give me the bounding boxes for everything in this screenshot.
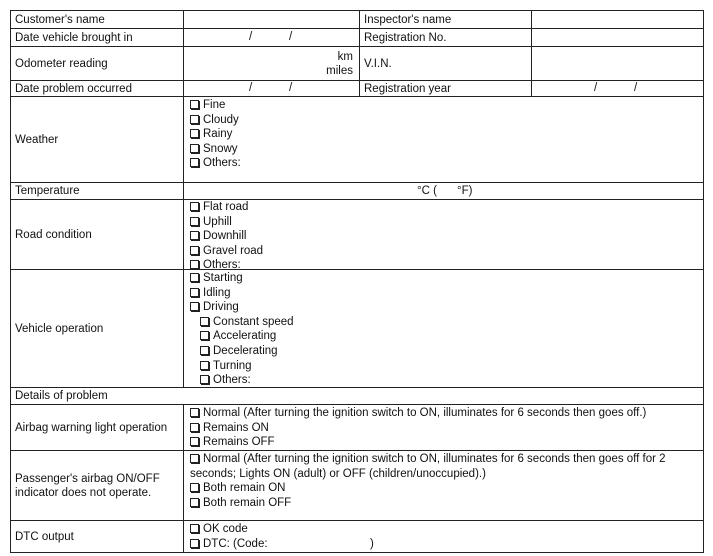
airbag-option-normal[interactable] — [190, 406, 646, 421]
option-label: Snowy — [203, 142, 238, 155]
checkbox-icon[interactable] — [190, 217, 199, 226]
weather-option-rainy[interactable] — [190, 127, 232, 142]
option-label: Normal (After turning the ignition switch to ON, illuminates for 6 seconds then goes off for 2 — [203, 453, 666, 465]
option-label: DTC: (Code: — [203, 537, 268, 550]
operation-option-constant-speed[interactable] — [200, 315, 294, 330]
checkbox-icon[interactable] — [190, 524, 199, 533]
checkbox-icon[interactable] — [190, 454, 199, 463]
problem-inquiry-form — [10, 10, 704, 550]
option-label: Normal (After turning the ignition switch to ON, illuminates for 6 seconds then goes off.) — [203, 407, 647, 419]
option-label: Fine — [203, 99, 226, 111]
dtc-option-code[interactable] — [190, 537, 268, 552]
road-option-flat[interactable] — [190, 200, 248, 215]
row-temperature — [10, 183, 704, 200]
option-label: Both remain ON — [203, 482, 286, 495]
road-option-downhill[interactable] — [190, 229, 246, 244]
row-date-problem — [10, 81, 704, 97]
date-brought-in-field[interactable] — [183, 29, 359, 46]
dtc-output-label-cell — [11, 521, 183, 552]
registration-no-label-cell — [359, 29, 531, 46]
inspector-name-field[interactable] — [531, 11, 703, 28]
row-customer-name — [10, 10, 704, 29]
option-label: Remains ON — [203, 421, 269, 434]
checkbox-icon[interactable] — [200, 375, 209, 384]
vehicle-operation-label: Vehicle operation — [15, 322, 104, 335]
date-problem-label-cell — [11, 81, 183, 96]
passenger-airbag-label-cell — [11, 451, 183, 520]
odometer-label-cell — [11, 47, 183, 80]
row-date-brought-in — [10, 29, 704, 47]
road-condition-label-cell — [11, 200, 183, 269]
passenger-option-normal-continued: seconds; Lights ON (adult) or OFF (children/unoccupied).) — [190, 467, 486, 480]
temperature-label-cell — [11, 183, 183, 199]
passenger-option-both-off[interactable] — [190, 496, 291, 511]
airbag-option-remains-on[interactable] — [190, 421, 269, 436]
option-label: Others: — [213, 374, 251, 387]
operation-option-decelerating[interactable] — [200, 344, 278, 359]
celsius-unit: °C ( — [417, 185, 437, 197]
weather-label-cell — [11, 97, 183, 182]
vehicle-operation-label-cell — [11, 270, 183, 387]
row-road-condition — [10, 200, 704, 270]
checkbox-icon[interactable] — [190, 115, 199, 124]
registration-year-label: Registration year — [364, 82, 451, 95]
date-brought-in-label-cell — [11, 29, 183, 46]
option-label: Driving — [203, 301, 239, 314]
option-label: Uphill — [203, 215, 232, 228]
registration-year-field[interactable] — [531, 81, 703, 96]
checkbox-icon[interactable] — [190, 408, 199, 417]
checkbox-icon[interactable] — [190, 129, 199, 138]
checkbox-icon[interactable] — [190, 246, 199, 255]
operation-option-starting[interactable] — [190, 271, 243, 286]
road-condition-options — [183, 200, 703, 272]
weather-label: Weather — [15, 133, 59, 146]
row-dtc-output — [10, 521, 704, 553]
registration-year-label-cell — [359, 81, 531, 96]
checkbox-icon[interactable] — [200, 331, 209, 340]
option-label: Others: — [203, 259, 241, 272]
option-label: Both remain OFF — [203, 496, 292, 509]
date-problem-label: Date problem occurred — [15, 82, 132, 95]
odometer-label: Odometer reading — [15, 57, 108, 70]
checkbox-icon[interactable] — [190, 498, 199, 507]
checkbox-icon[interactable] — [190, 100, 199, 109]
option-label: Rainy — [203, 128, 233, 141]
option-label: Flat road — [203, 201, 249, 213]
registration-no-label: Registration No. — [364, 31, 447, 44]
temperature-label: Temperature — [15, 185, 80, 197]
weather-option-snowy[interactable] — [190, 142, 238, 157]
airbag-warning-label: Airbag warning light operation — [15, 421, 168, 434]
date-separator: / — [594, 82, 598, 94]
road-option-uphill[interactable] — [190, 215, 232, 230]
passenger-airbag-label — [15, 472, 160, 500]
customer-name-field[interactable] — [183, 11, 359, 28]
checkbox-icon[interactable] — [190, 144, 199, 153]
option-label: Downhill — [203, 230, 247, 243]
passenger-airbag-label-line2: indicator does not operate. — [15, 487, 152, 499]
details-of-problem-label: Details of problem — [15, 390, 108, 402]
checkbox-icon[interactable] — [190, 273, 199, 282]
weather-option-cloudy[interactable] — [190, 113, 239, 128]
weather-option-fine[interactable] — [190, 98, 225, 113]
row-airbag-warning — [10, 405, 704, 451]
row-passenger-airbag — [10, 451, 704, 521]
option-label: Constant speed — [213, 315, 294, 328]
passenger-option-both-on[interactable] — [190, 481, 285, 496]
airbag-warning-options — [183, 405, 703, 450]
option-label: Cloudy — [203, 113, 239, 126]
date-separator: / — [634, 82, 638, 94]
registration-no-field[interactable] — [531, 29, 703, 46]
checkbox-icon[interactable] — [190, 302, 199, 311]
inspector-name-label-cell — [359, 11, 531, 28]
vin-label-cell — [359, 47, 531, 80]
details-of-problem-cell — [11, 388, 703, 404]
operation-option-others[interactable] — [200, 373, 251, 388]
temperature-field[interactable] — [183, 183, 703, 199]
option-label: OK code — [203, 523, 248, 535]
customer-name-label-cell — [11, 11, 183, 28]
date-separator: / — [289, 82, 293, 94]
option-label: Remains OFF — [203, 436, 275, 449]
checkbox-icon[interactable] — [190, 260, 199, 269]
vin-field[interactable] — [531, 47, 703, 80]
checkbox-icon[interactable] — [200, 317, 209, 326]
operation-option-turning[interactable] — [200, 359, 252, 374]
date-separator: / — [249, 31, 253, 43]
vehicle-operation-options — [183, 270, 703, 387]
customer-name-label: Customer's name — [15, 13, 105, 26]
option-label: Gravel road — [203, 244, 264, 257]
row-odometer — [10, 47, 704, 81]
km-unit: km — [337, 51, 353, 63]
miles-unit: miles — [326, 65, 353, 77]
airbag-warning-label-cell — [11, 405, 183, 450]
option-label: Turning — [213, 359, 252, 372]
date-problem-field[interactable] — [183, 81, 359, 96]
road-option-gravel[interactable] — [190, 244, 263, 259]
row-vehicle-operation — [10, 270, 704, 388]
operation-option-idling[interactable] — [190, 286, 231, 301]
checkbox-icon[interactable] — [190, 437, 199, 446]
date-separator: / — [289, 31, 293, 43]
road-condition-label: Road condition — [15, 228, 92, 241]
airbag-option-remains-off[interactable] — [190, 435, 275, 450]
checkbox-icon[interactable] — [190, 231, 199, 240]
dtc-output-label: DTC output — [15, 530, 74, 543]
checkbox-icon[interactable] — [190, 202, 199, 211]
row-weather — [10, 97, 704, 183]
option-label: Decelerating — [213, 345, 278, 357]
passenger-airbag-options — [183, 451, 703, 520]
dtc-output-options — [183, 521, 703, 552]
passenger-option-normal[interactable] — [190, 452, 666, 467]
option-label: Accelerating — [213, 330, 277, 343]
odometer-field[interactable] — [183, 47, 359, 80]
date-brought-in-label: Date vehicle brought in — [15, 31, 133, 44]
weather-option-others[interactable] — [190, 156, 241, 171]
fahrenheit-unit: °F) — [457, 185, 473, 197]
operation-option-accelerating[interactable] — [200, 329, 276, 344]
checkbox-icon[interactable] — [190, 539, 199, 548]
date-separator: / — [249, 82, 253, 94]
checkbox-icon[interactable] — [190, 158, 199, 167]
option-label: Idling — [203, 286, 231, 299]
checkbox-icon[interactable] — [200, 361, 209, 370]
option-label: Starting — [203, 272, 243, 284]
passenger-airbag-label-line1: Passenger's airbag ON/OFF — [15, 473, 160, 485]
checkbox-icon[interactable] — [190, 423, 199, 432]
checkbox-icon[interactable] — [200, 346, 209, 355]
row-details-of-problem — [10, 388, 704, 405]
weather-options — [183, 97, 703, 182]
option-label: Others: — [203, 157, 241, 170]
vin-label: V.I.N. — [364, 57, 392, 70]
dtc-code-close-paren: ) — [370, 537, 374, 550]
checkbox-icon[interactable] — [190, 483, 199, 492]
dtc-option-ok-code[interactable] — [190, 522, 248, 537]
operation-option-driving[interactable] — [190, 300, 239, 315]
checkbox-icon[interactable] — [190, 288, 199, 297]
inspector-name-label: Inspector's name — [364, 13, 452, 26]
